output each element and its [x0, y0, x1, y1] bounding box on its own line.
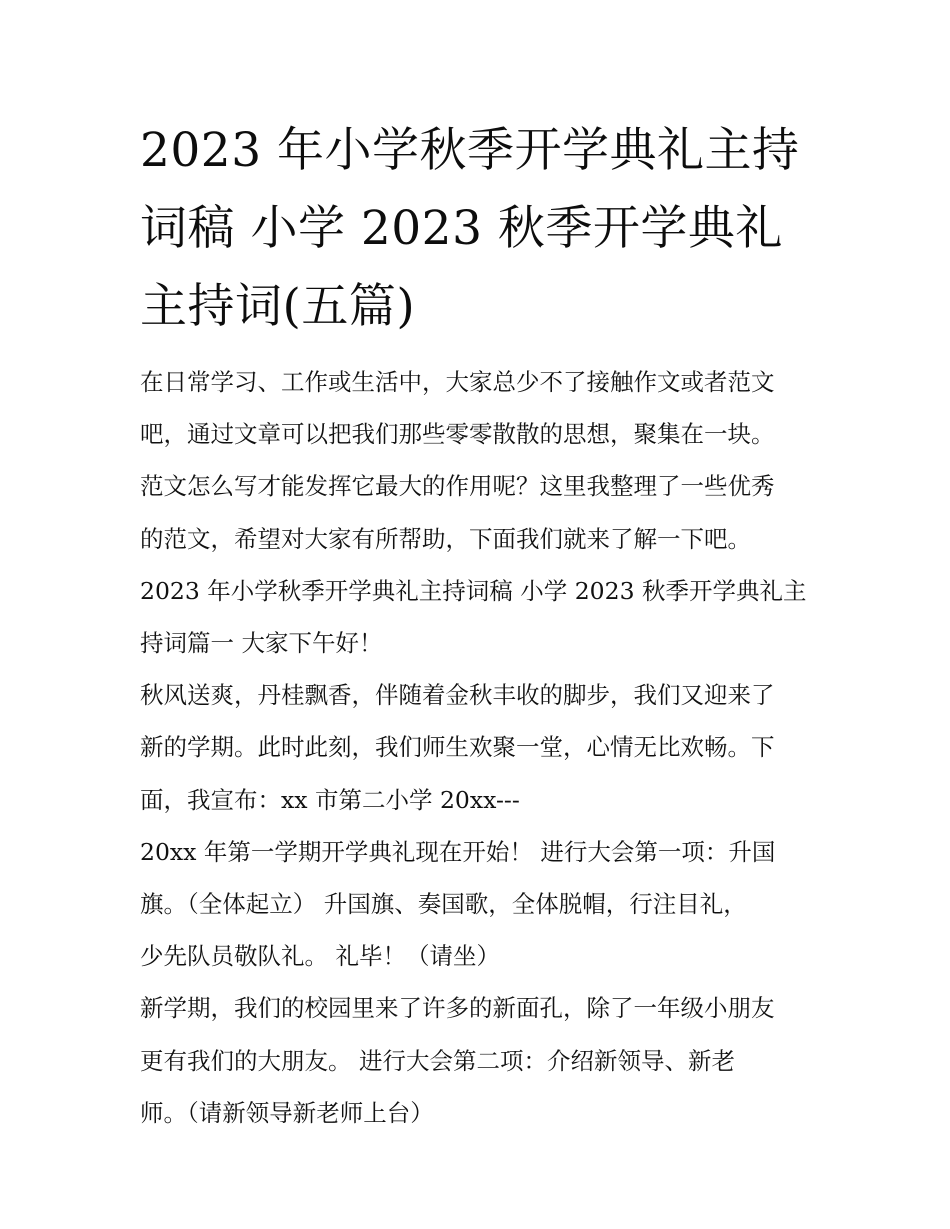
title-line: 主持词(五篇): [140, 279, 416, 334]
title-line: 2023 年小学秋季开学典礼主持: [140, 123, 800, 178]
body-line: 2023 年小学秋季开学典礼主持词稿 小学 2023 秋季开学典礼主: [140, 576, 807, 605]
body-line: 范文怎么写才能发挥它最大的作用呢？这里我整理了一些优秀: [140, 472, 775, 501]
body-line: 的范文，希望对大家有所帮助，下面我们就来了解一下吧。: [140, 524, 751, 553]
body-line: 面，我宣布：xx 市第二小学 20xx---: [140, 785, 520, 814]
body-line: 师。（请新领导新老师上台）: [140, 1098, 434, 1127]
title-line: 词稿 小学 2023 秋季开学典礼: [140, 201, 783, 256]
body-line: 新学期，我们的校园里来了许多的新面孔，除了一年级小朋友: [140, 994, 775, 1023]
body-line: 少先队员敬队礼。 礼毕！（请坐）: [140, 942, 500, 971]
body-line: 新的学期。此时此刻，我们师生欢聚一堂，心情无比欢畅。下: [140, 733, 775, 762]
body-line: 持词篇一 大家下午好！: [140, 629, 383, 658]
body-line: 在日常学习、工作或生活中，大家总少不了接触作文或者范文: [140, 368, 775, 396]
body-line: 20xx 年第一学期开学典礼现在开始！ 进行大会第一项：升国: [140, 837, 776, 866]
body-line: 更有我们的大朋友。 进行大会第二项：介绍新领导、新老: [140, 1046, 735, 1075]
body-line: 旗。（全体起立） 升国旗、奏国歌，全体脱帽，行注目礼，: [140, 890, 747, 919]
body-line: 秋风送爽，丹桂飘香，伴随着金秋丰收的脚步，我们又迎来了: [140, 681, 775, 710]
body-line: 吧，通过文章可以把我们那些零零散散的思想，聚集在一块。: [140, 420, 775, 449]
document-body: [140, 356, 830, 1139]
document-title: [140, 112, 830, 346]
